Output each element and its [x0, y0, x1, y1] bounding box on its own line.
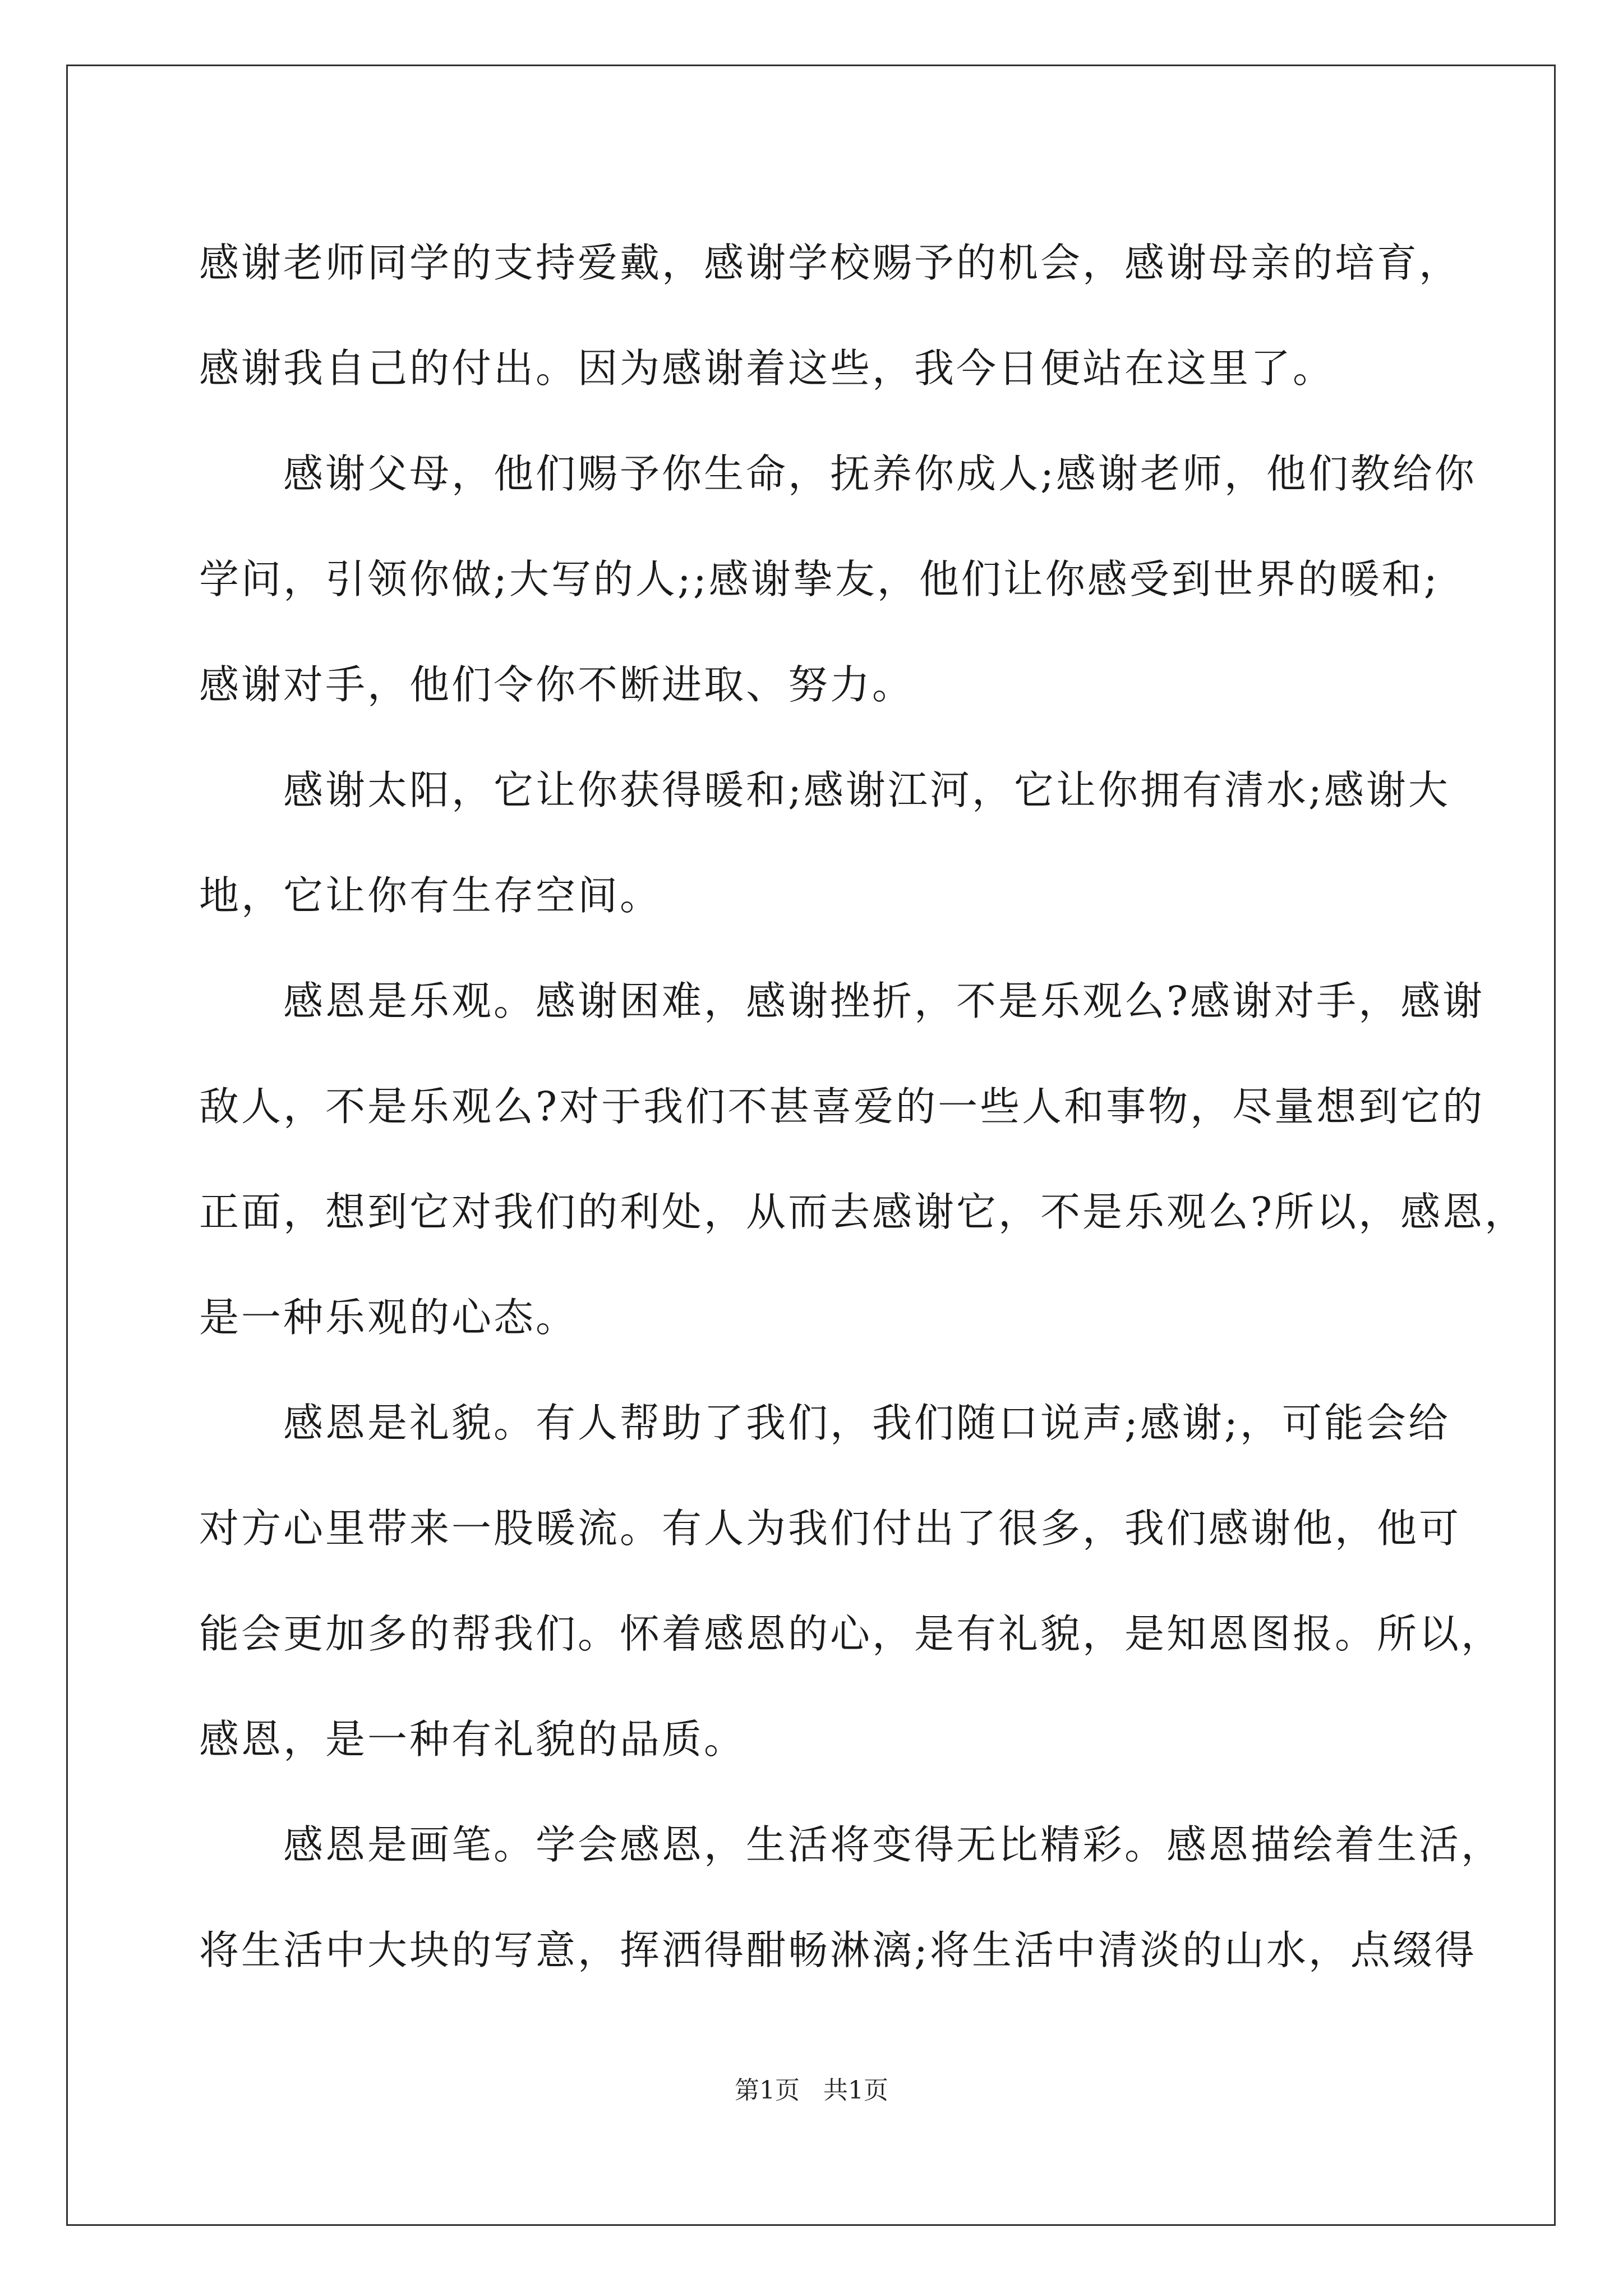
text-line: 感恩是礼貌。有人帮助了我们，我们随口说声;感谢;，可能会给 — [283, 1400, 1450, 1446]
text-line: 是一种乐观的心态。 — [199, 1294, 578, 1341]
text-line: 感谢我自己的付出。因为感谢着这些，我今日便站在这里了。 — [199, 345, 1335, 392]
text-line: 地，它让你有生存空间。 — [199, 872, 662, 919]
text-line: 感谢太阳，它让你获得暖和;感谢江河，它让你拥有清水;感谢大 — [283, 767, 1450, 813]
page-footer — [0, 2070, 1623, 2106]
text-line: 感恩，是一种有礼貌的品质。 — [199, 1716, 746, 1763]
text-line: 感谢父母，他们赐予你生命，抚养你成人;感谢老师，他们教给你 — [283, 450, 1477, 497]
text-line: 感恩是乐观。感谢困难，感谢挫折，不是乐观么?感谢对手，感谢 — [283, 978, 1485, 1024]
text-line: 感谢老师同学的支持爱戴，感谢学校赐予的机会，感谢母亲的培育， — [199, 240, 1461, 286]
text-line: 正面，想到它对我们的利处，从而去感谢它，不是乐观么?所以，感恩， — [199, 1189, 1527, 1235]
text-line: 感恩是画笔。学会感恩，生活将变得无比精彩。感恩描绘着生活， — [283, 1821, 1504, 1868]
text-line: 将生活中大块的写意，挥洒得酣畅淋漓;将生活中清淡的山水，点缀得 — [199, 1927, 1477, 1973]
text-line: 对方心里带来一股暖流。有人为我们付出了很多，我们感谢他，他可 — [199, 1505, 1461, 1552]
text-line: 能会更加多的帮我们。怀着感恩的心，是有礼貌，是知恩图报。所以， — [199, 1611, 1504, 1657]
page-number: 第1页 — [735, 2076, 800, 2105]
text-line: 感谢对手，他们令你不断进取、努力。 — [199, 661, 915, 708]
text-line: 学问，引领你做;大写的人;;感谢挚友，他们让你感受到世界的暖和; — [199, 556, 1440, 602]
document-body — [199, 210, 1527, 2003]
text-line: 敌人，不是乐观么?对于我们不甚喜爱的一些人和事物，尽量想到它的 — [199, 1083, 1485, 1130]
page-total: 共1页 — [823, 2076, 888, 2105]
